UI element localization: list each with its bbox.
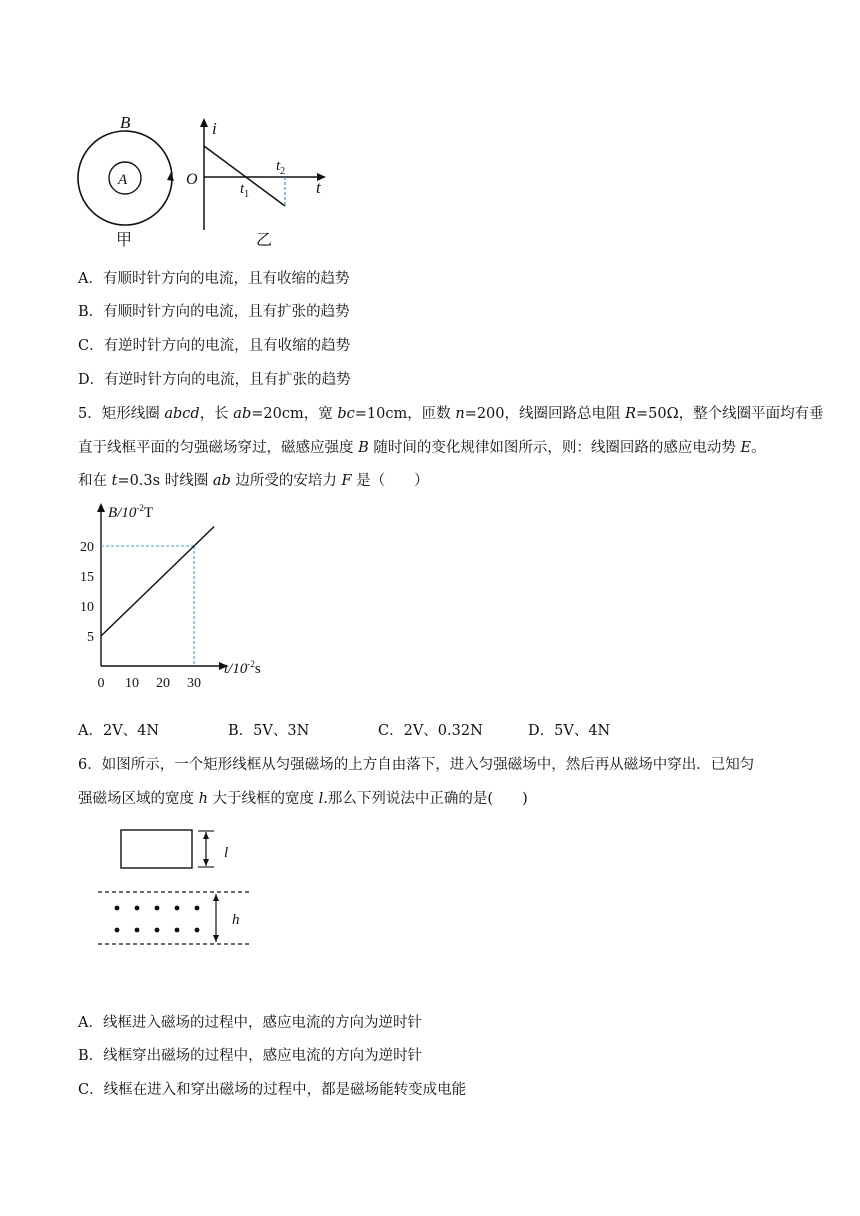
q4-option-c: C．有逆时针方向的电流，且有收缩的趋势 xyxy=(78,338,351,354)
y-tick-label: 10 xyxy=(80,600,94,615)
q5-option-d: D．5V、4N xyxy=(528,723,611,739)
caption-yi: 乙 xyxy=(256,232,273,249)
caption-jia: 甲 xyxy=(116,232,133,249)
label-h: h xyxy=(232,912,240,928)
q6-stem-line2: 强磁场区域的宽度 h 大于线框的宽度 l.那么下列说法中正确的是( ) xyxy=(78,791,528,807)
label-B: B xyxy=(120,113,131,132)
h-arrow-down-icon xyxy=(213,935,219,942)
q6-figure xyxy=(90,822,260,952)
q6-option-a: A．线框进入磁场的过程中，感应电流的方向为逆时针 xyxy=(78,1015,422,1031)
t1-label: $t_1$ xyxy=(240,181,250,200)
clockwise-arrow-icon xyxy=(167,172,174,181)
q6-option-c: C．线框在进入和穿出磁场的过程中，都是磁场能转变成电能 xyxy=(78,1082,467,1098)
b-t-graph xyxy=(76,498,296,688)
q5-stem-line3: 和在 t=0.3s 时线圈 ab 边所受的安培力 F 是（ ） xyxy=(78,473,429,489)
b-axis-arrow-icon xyxy=(97,503,105,512)
x-tick-label: 20 xyxy=(156,676,170,688)
q6-option-b: B．线框穿出磁场的过程中，感应电流的方向为逆时针 xyxy=(78,1048,423,1064)
q5-option-b: B．5V、3N xyxy=(228,723,310,739)
y-tick-label: 5 xyxy=(87,630,94,645)
q4-option-d: D．有逆时针方向的电流，且有扩张的趋势 xyxy=(78,372,351,388)
x-tick-label: 10 xyxy=(125,676,139,688)
h-arrow-up-icon xyxy=(213,894,219,901)
label-A: A xyxy=(118,172,128,188)
q6-stem-line1: 6．如图所示，一个矩形线框从匀强磁场的上方自由落下，进入匀强磁场中，然后再从磁场中穿出．已知匀 xyxy=(78,757,755,773)
origin-label: O xyxy=(186,171,198,188)
x-axis-label: $t/10^{-2}s$ xyxy=(224,659,261,677)
q4-option-b: B．有顺时针方向的电流，且有扩张的趋势 xyxy=(78,304,350,320)
x-tick-label: 30 xyxy=(187,676,201,688)
q4-figure xyxy=(70,110,350,250)
label-l: l xyxy=(224,845,229,861)
q5-stem-line1: 5．矩形线圈 abcd，长 ab=20cm，宽 bc=10cm，匝数 n=200，线圈回路总电阻 R=50Ω，整个线圈平面均有垂 xyxy=(78,406,824,422)
b-t-series-line xyxy=(101,527,214,637)
axis-t-label: t xyxy=(316,178,321,197)
i-axis-arrow-icon xyxy=(200,118,208,127)
q5-stem-line2: 直于线框平面的匀强磁场穿过，磁感应强度 B 随时间的变化规律如图所示，则：线圈回路的感应电动势 E。 xyxy=(78,440,766,456)
t2-label: $t_2$ xyxy=(276,158,286,177)
magnetic-field-dots xyxy=(115,906,200,933)
axis-i-label: i xyxy=(212,119,217,138)
y-tick-label: 15 xyxy=(80,570,94,585)
x-tick-label: 0 xyxy=(97,676,105,688)
y-tick-label: 20 xyxy=(80,540,94,555)
q4-option-a: A．有顺时针方向的电流，且有收缩的趋势 xyxy=(78,271,350,287)
q5-option-a: A．2V、4N xyxy=(78,723,160,739)
l-arrow-down-icon xyxy=(203,859,209,866)
q5-option-c: C．2V、0.32N xyxy=(378,723,483,739)
y-axis-label: $B/10^{-2}T$ xyxy=(108,503,154,521)
coil-frame xyxy=(121,830,192,868)
l-arrow-up-icon xyxy=(203,832,209,839)
